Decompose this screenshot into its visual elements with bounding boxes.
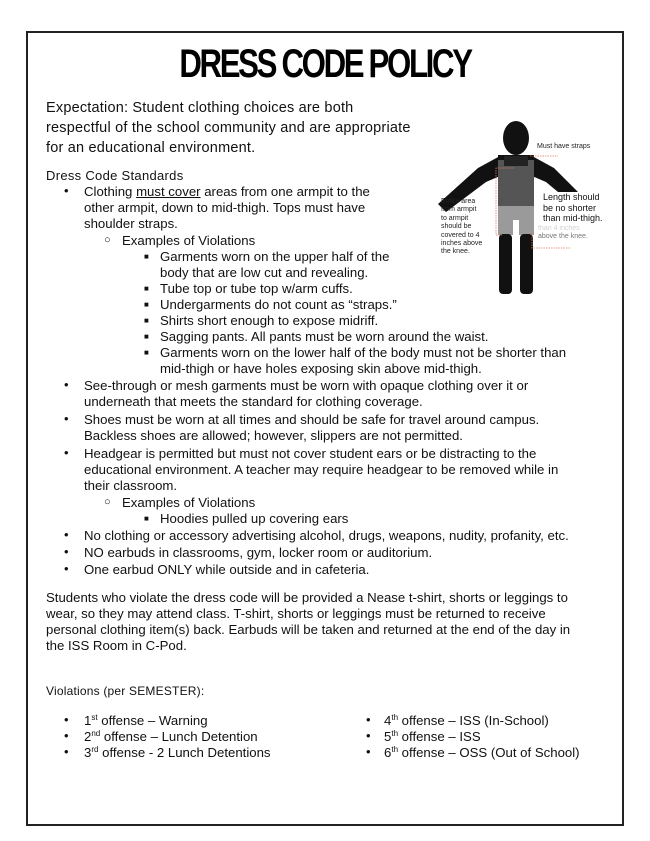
text: areas from one armpit to the [200, 184, 370, 199]
square-bullet-icon: ■ [144, 332, 149, 341]
violation-4: Shirts short enough to expose midriff. [160, 313, 379, 328]
text: offense – Lunch Detention [100, 729, 258, 744]
violation-level-6 [384, 745, 580, 761]
bullet-icon: • [64, 544, 69, 559]
square-bullet-icon: ■ [144, 514, 149, 523]
bullet-icon: • [366, 712, 371, 727]
ordinal: st [91, 713, 98, 722]
violation-5: Sagging pants. All pants must be worn around the waist. [160, 329, 489, 344]
label-line: above the knee. [538, 233, 588, 241]
standard-item-6: NO earbuds in classrooms, gym, locker room or auditorium. [84, 545, 433, 560]
standard-item-7: One earbud ONLY while outside and in cafeteria. [84, 562, 370, 577]
violation-level-1 [84, 713, 208, 729]
square-bullet-icon: ■ [144, 316, 149, 325]
expectation-paragraph: Expectation: Student clothing choices are both respectful of the school community and are appropriate for an educational environment. [46, 100, 411, 156]
label-length [543, 192, 603, 224]
consequence-line4: the ISS Room in C-Pod. [46, 638, 187, 653]
bullet-icon: • [64, 728, 69, 743]
violation-1-line1: Garments worn on the upper half of the [160, 249, 390, 264]
bullet-icon: • [366, 728, 371, 743]
violations-heading: Violations (per SEMESTER): [46, 684, 205, 698]
bullet-icon: • [64, 411, 69, 426]
label-line: Entire area [441, 198, 476, 205]
square-bullet-icon: ■ [144, 284, 149, 293]
standard-item-3-line2: Backless shoes are allowed; however, slippers are not permitted. [84, 428, 463, 443]
label-entire-area [441, 198, 482, 257]
bullet-icon: • [64, 712, 69, 727]
standard-item-1-line2: other armpit, down to mid-thigh. Tops must have [84, 200, 366, 215]
label-above-knee [538, 225, 588, 242]
text: offense – Warning [97, 713, 208, 728]
violation-1-line2: body that are low cut and revealing. [160, 265, 369, 280]
consequence-line2: wear, so they may attend class. T-shirt, shorts or leggings must be returned to receive [46, 606, 546, 621]
ordinal: th [391, 745, 399, 754]
standard-item-3-line1: Shoes must be worn at all times and should be safe for travel around campus. [84, 412, 540, 427]
violation-6-line1: Garments worn on the lower half of the body must not be shorter than [160, 345, 567, 360]
violation-3: Undergarments do not count as “straps.” [160, 297, 397, 312]
square-bullet-icon: ■ [144, 300, 149, 309]
violation-level-4 [384, 713, 549, 729]
num: 3 [84, 745, 92, 760]
bullet-icon: • [64, 527, 69, 542]
text: offense – ISS [398, 729, 481, 744]
label-line: to armpit [441, 214, 469, 222]
ordinal: th [391, 713, 399, 722]
num: 2 [84, 729, 92, 744]
ordinal: th [391, 729, 399, 738]
text: Clothing [84, 184, 137, 199]
label-line: inches above [441, 240, 483, 248]
label-line: than 4 inches [538, 225, 580, 232]
examples-heading-1: Examples of Violations [122, 233, 256, 248]
label-line: than mid-thigh. [543, 213, 603, 223]
num: 1 [84, 713, 92, 728]
standard-item-4-line2: educational environment. A teacher may require headgear to be removed while in [84, 462, 559, 477]
bullet-icon: • [366, 744, 371, 759]
bullet-icon: • [64, 561, 69, 576]
violation-hoodies: Hoodies pulled up covering ears [160, 511, 349, 526]
num: 6 [384, 745, 392, 760]
violation-2: Tube top or tube top w/arm cuffs. [160, 281, 353, 296]
text: offense - 2 Lunch Detentions [98, 745, 271, 760]
label-must-have-straps: Must have straps [537, 143, 591, 150]
standard-item-4-line3: their classroom. [84, 478, 178, 493]
hollow-bullet-icon: ○ [104, 496, 111, 508]
square-bullet-icon: ■ [144, 348, 149, 357]
examples-heading-2: Examples of Violations [122, 495, 256, 510]
consequence-line3: personal clothing item(s) back. Earbuds will be taken and returned at the end of the day in [46, 622, 571, 637]
text: offense – OSS (Out of School) [398, 745, 580, 760]
label-line: covered to 4 [441, 231, 480, 239]
label-line: be no shorter [543, 202, 597, 213]
label-line: should be [441, 223, 472, 231]
standard-item-5: No clothing or accessory advertising alcohol, drugs, weapons, nudity, profanity, etc. [84, 528, 569, 543]
violation-level-2 [84, 729, 258, 745]
bullet-icon: • [64, 445, 69, 460]
square-bullet-icon: ■ [144, 252, 149, 261]
hollow-bullet-icon: ○ [104, 234, 111, 246]
text: offense – ISS (In-School) [398, 713, 549, 728]
bullet-icon: • [64, 744, 69, 759]
ordinal: nd [91, 729, 101, 738]
standard-item-4-line1: Headgear is permitted but must not cover student ears or be distracting to the [84, 446, 537, 461]
page-title: DRESS CODE POLICY [179, 42, 471, 86]
dress-code-figure [430, 120, 610, 300]
num: 4 [384, 713, 392, 728]
standard-item-2-line1: See-through or mesh garments must be worn with opaque clothing over it or [84, 378, 529, 393]
bullet-icon: • [64, 377, 69, 392]
violation-level-3 [84, 745, 271, 761]
underlined-text: must cover [136, 184, 201, 199]
bullet-icon: • [64, 183, 69, 198]
standard-item-2-line2: underneath that meets the standard for clothing coverage. [84, 394, 423, 409]
violation-level-5 [384, 729, 481, 745]
ordinal: rd [91, 745, 99, 754]
standard-item-1-line1 [84, 184, 370, 200]
label-line: Length should [543, 192, 600, 202]
standard-item-1-line3: shoulder straps. [84, 216, 178, 231]
num: 5 [384, 729, 392, 744]
consequence-line1: Students who violate the dress code will be provided a Nease t-shirt, shorts or leggings to [46, 590, 568, 605]
standards-heading: Dress Code Standards [46, 168, 184, 183]
violation-6-line2: mid-thigh or have holes exposing skin above mid-thigh. [160, 361, 482, 376]
label-line: from armpit [441, 206, 477, 214]
label-line: the knee. [441, 248, 470, 256]
